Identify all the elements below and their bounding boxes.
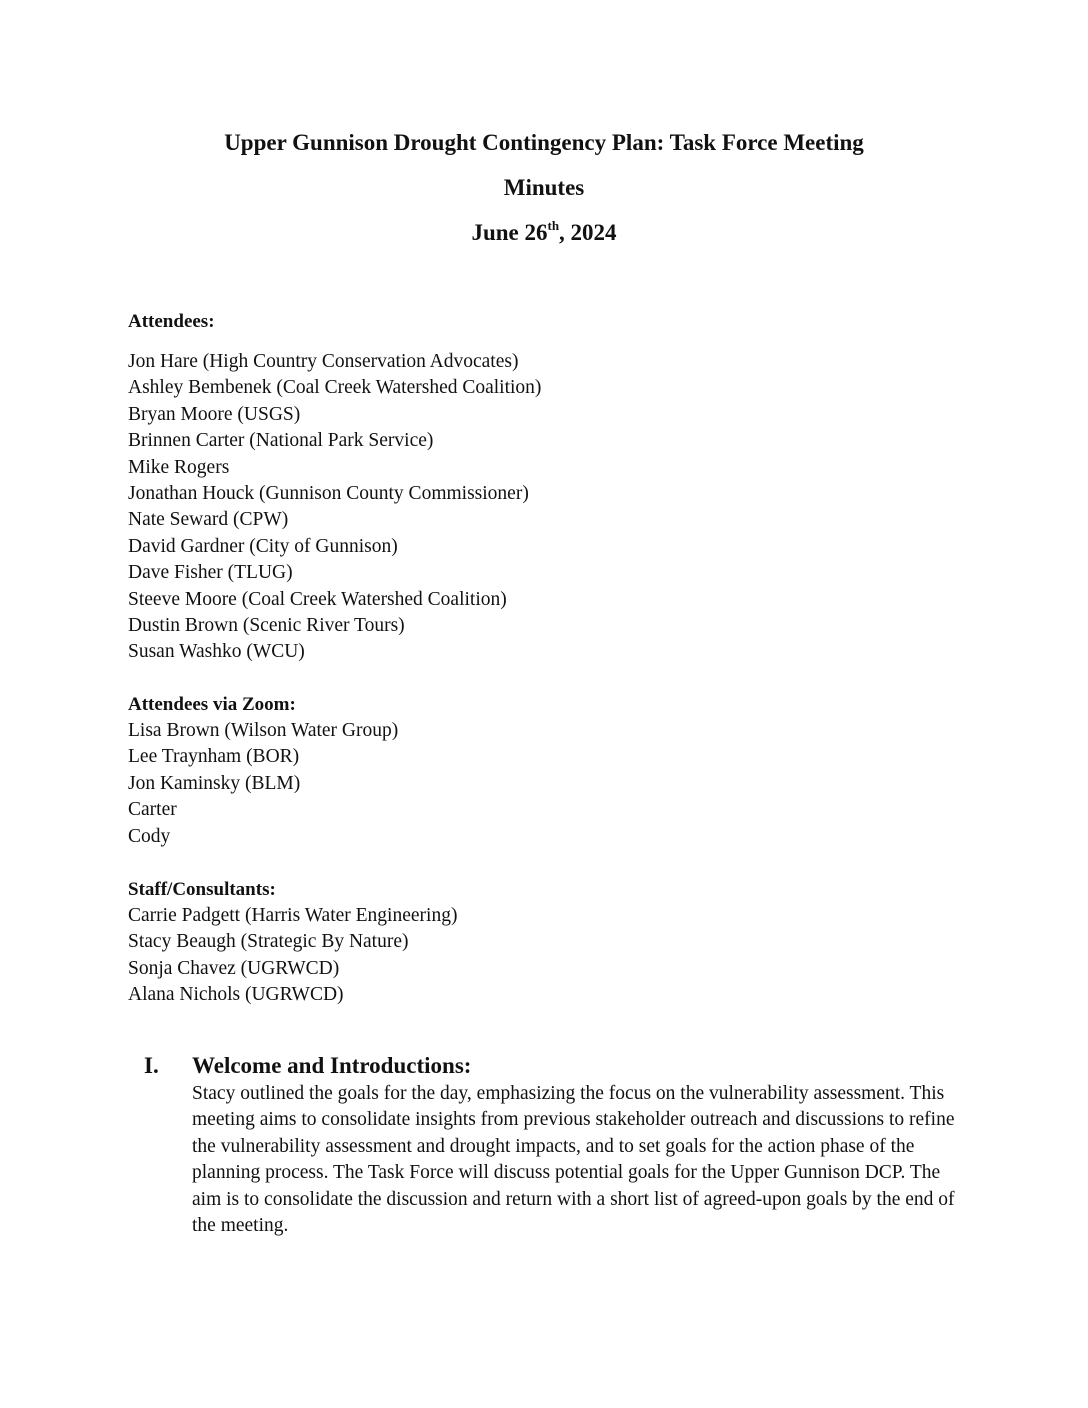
zoom-attendee-item: Carter — [128, 799, 177, 821]
attendee-item: Jon Hare (High Country Conservation Advocates) — [128, 351, 519, 372]
date-ordinal-suffix: th — [547, 218, 560, 234]
attendees-list — [128, 349, 988, 666]
attendee-item: Jonathan Houck (Gunnison County Commissioner) — [128, 483, 529, 505]
staff-heading: Staff/Consultants: — [128, 879, 276, 900]
attendee-item: Mike Rogers — [128, 456, 230, 478]
zoom-attendee-item: Lee Traynham (BOR) — [128, 746, 300, 768]
zoom-attendee-item: Lisa Brown (Wilson Water Group) — [128, 720, 399, 741]
welcome-heading — [144, 1051, 964, 1081]
attendee-item: Dave Fisher (TLUG) — [128, 562, 293, 584]
staff-list — [128, 903, 988, 1009]
section-title: Welcome and Introductions: — [192, 1053, 472, 1078]
attendee-item: Susan Washko (WCU) — [128, 641, 305, 663]
staff-section — [128, 877, 988, 1009]
section-number: I. — [144, 1053, 159, 1078]
meeting-date — [0, 219, 1088, 247]
welcome-section — [144, 1051, 964, 1239]
zoom-attendee-item: Cody — [128, 825, 171, 847]
date-year: , 2024 — [559, 220, 617, 245]
staff-item: Alana Nichols (UGRWCD) — [128, 984, 344, 1006]
zoom-attendees-section — [128, 692, 988, 850]
attendee-item: Dustin Brown (Scenic River Tours) — [128, 615, 405, 637]
zoom-attendee-item: Jon Kaminsky (BLM) — [128, 772, 301, 794]
document-subtitle: Minutes — [503, 175, 585, 200]
attendee-item: Brinnen Carter (National Park Service) — [128, 430, 434, 452]
attendee-item: Ashley Bembenek (Coal Creek Watershed Coalition) — [128, 377, 542, 399]
attendee-item: Nate Seward (CPW) — [128, 509, 289, 531]
attendee-item: Steeve Moore (Coal Creek Watershed Coalition) — [128, 588, 507, 610]
zoom-attendees-list — [128, 718, 988, 850]
attendees-heading: Attendees: — [128, 311, 215, 332]
attendees-section — [128, 309, 988, 666]
date-prefix: June 26 — [471, 220, 548, 245]
staff-item: Sonja Chavez (UGRWCD) — [128, 957, 340, 979]
staff-item: Stacy Beaugh (Strategic By Nature) — [128, 931, 409, 953]
welcome-body-text: Stacy outlined the goals for the day, emphasizing the focus on the vulnerability assessment. This meeting aims to consolidate insights from previous stakeholder outreach and discussions to refine the vulnerability assessment and drought impacts, and to set goals for the action phase of the planning process. The Task Force will discuss potential goals for the Upper Gunnison DCP. The aim is to consolidate the discussion and return with a short list of agreed-upon goals by the end of the meeting. — [192, 1083, 955, 1237]
staff-item: Carrie Padgett (Harris Water Engineering) — [128, 905, 458, 926]
attendee-item: Bryan Moore (USGS) — [128, 403, 301, 425]
zoom-attendees-heading: Attendees via Zoom: — [128, 694, 296, 715]
attendee-item: David Gardner (City of Gunnison) — [128, 535, 398, 557]
document-title: Upper Gunnison Drought Contingency Plan: Task Force Meeting — [224, 130, 864, 155]
